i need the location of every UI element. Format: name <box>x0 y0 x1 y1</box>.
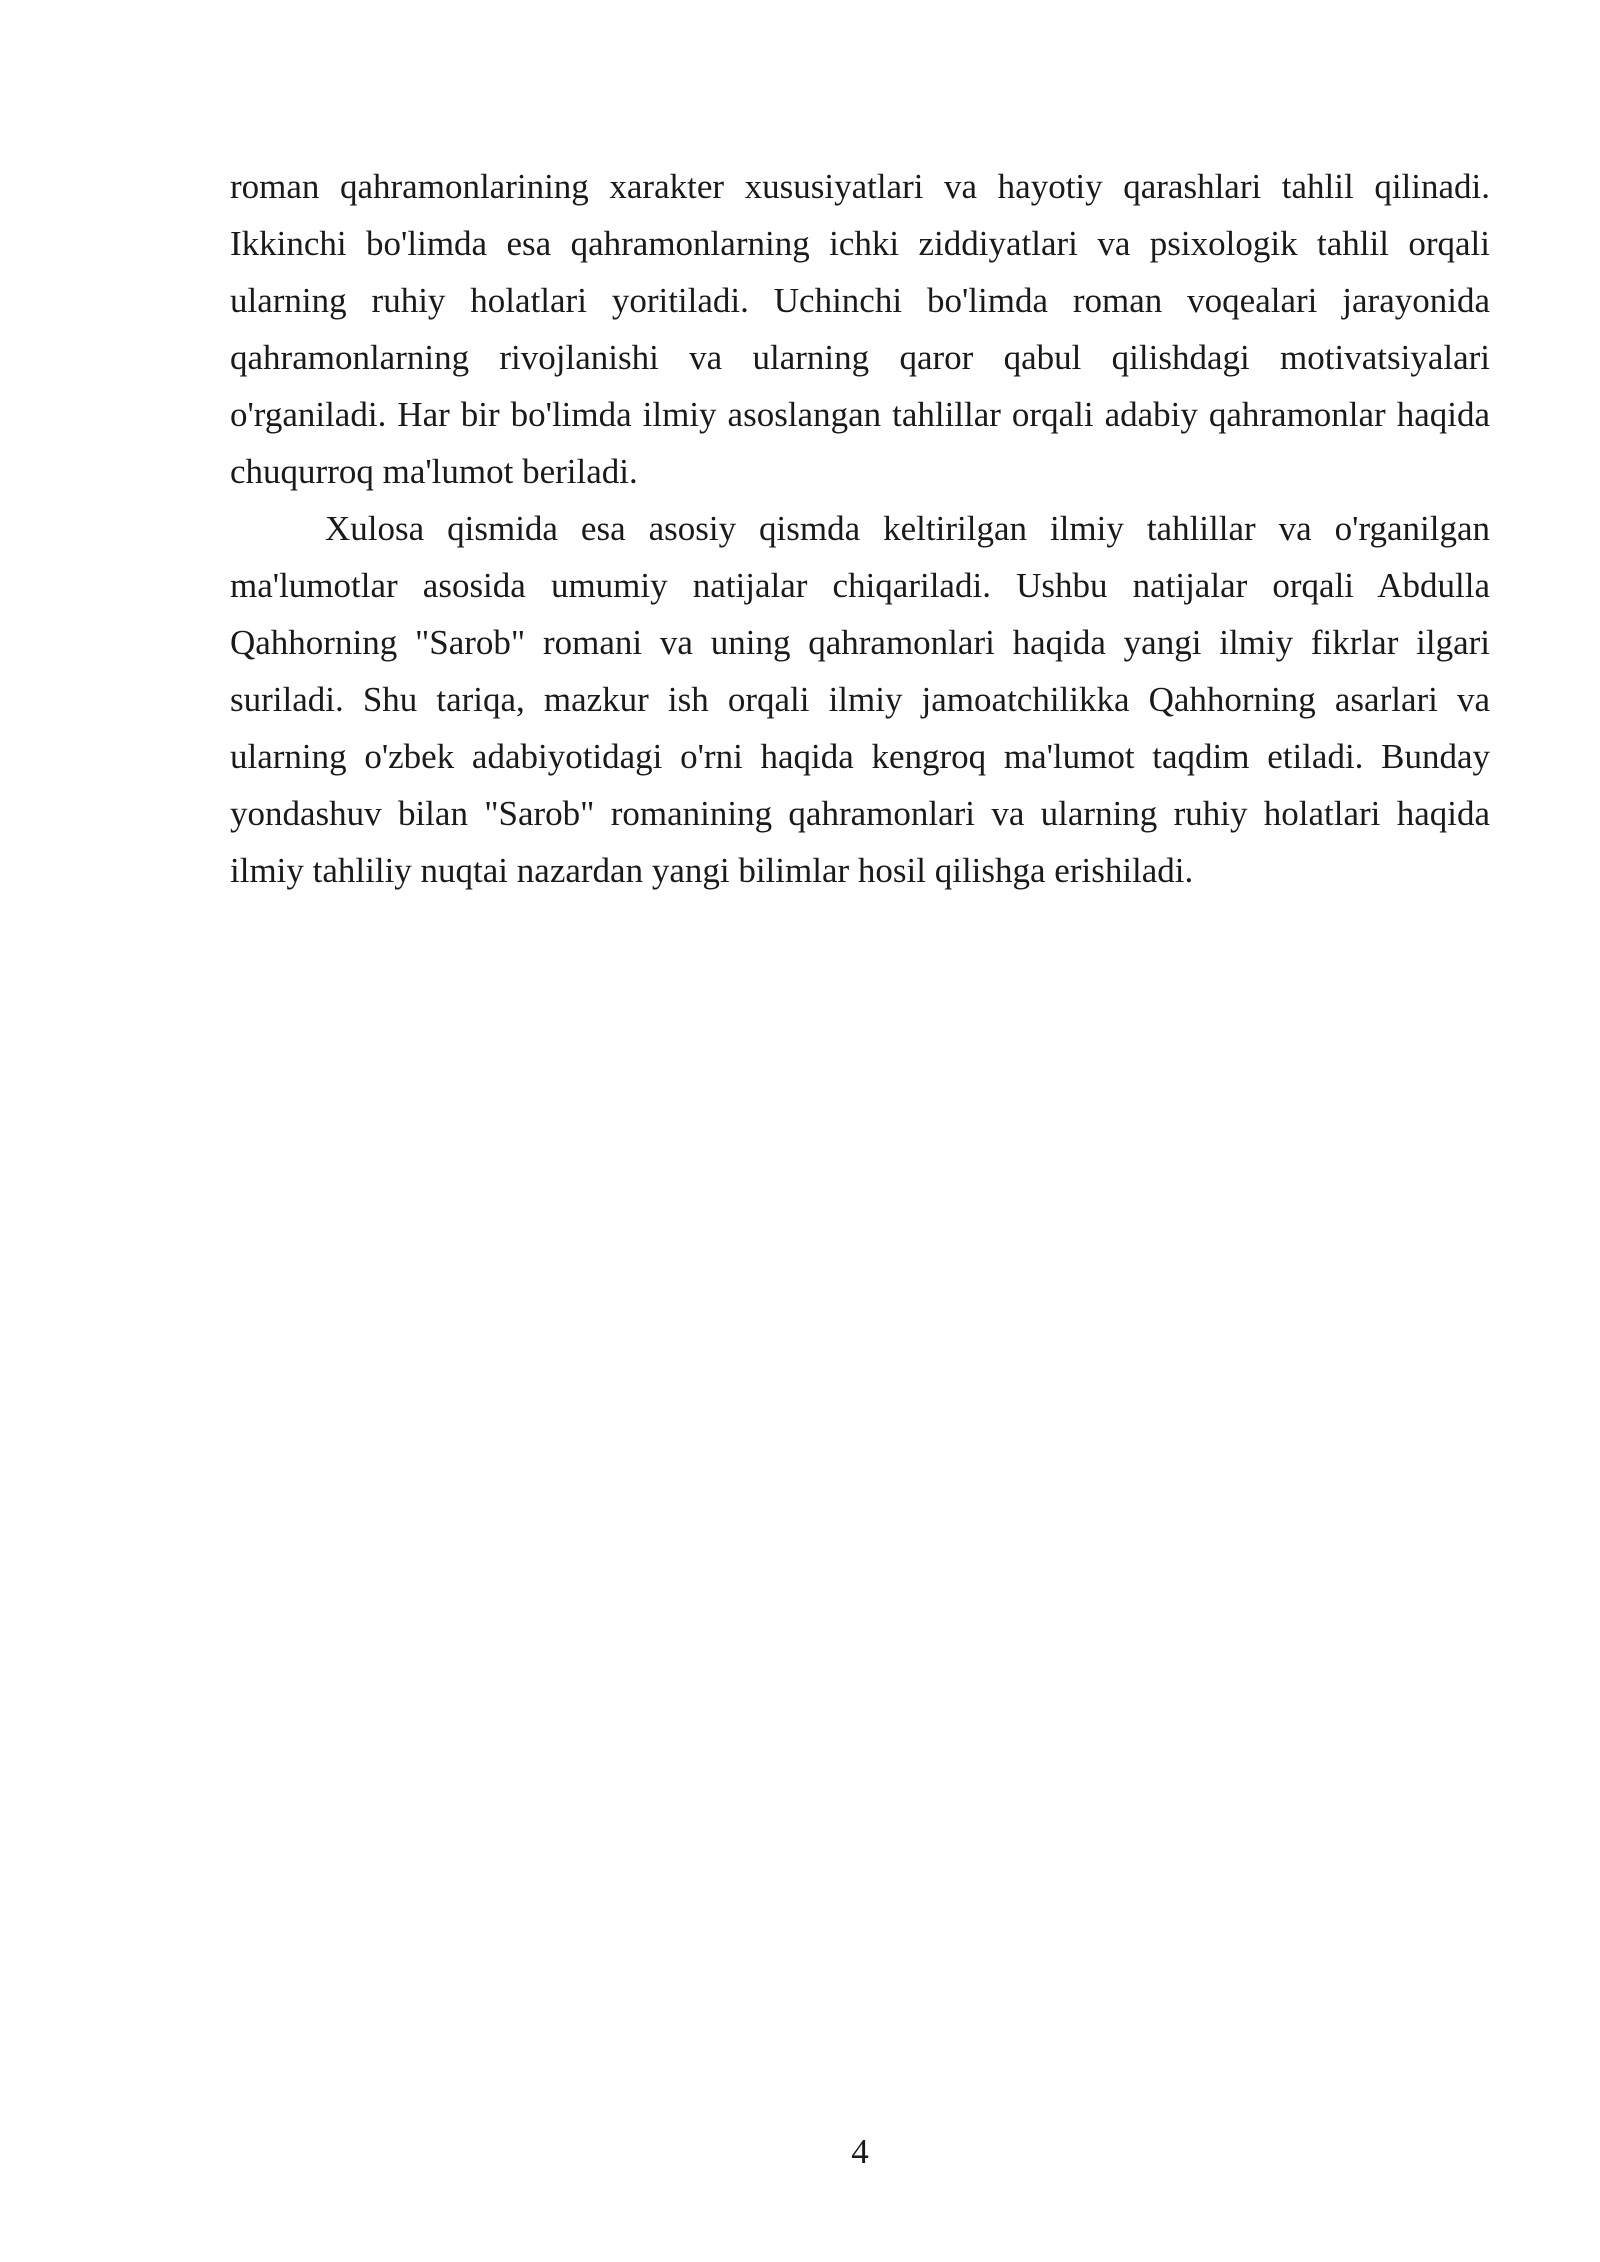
paragraph-conclusion: Xulosa qismida esa asosiy qismda keltirilgan ilmiy tahlillar va o'rganilgan ma'lumotlar asosida umumiy natijalar chiqariladi. Ushbu natijalar orqali Abdulla Qahhorning "Sarob" romani va uning qahramonlari haqida yangi ilmiy fikrlar ilgari suriladi. Shu tariqa, mazkur ish orqali ilmiy jamoatchilikka Qahhorning asarlari va ularning o'zbek adabiyotidagi o'rni haqida kengroq ma'lumot taqdim etiladi. Bunday yondashuv bilan "Sarob" romanining qahramonlari va ularning ruhiy holatlari haqida ilmiy tahliliy nuqtai nazardan yangi bilimlar hosil qilishga erishiladi. <box>230 509 1490 890</box>
document-body <box>230 158 1490 899</box>
page-number: 4 <box>851 2132 869 2171</box>
paragraph-continuation: roman qahramonlarining xarakter xususiyatlari va hayotiy qarashlari tahlil qilinadi. Ikkinchi bo'limda esa qahramonlarning ichki ziddiyatlari va psixologik tahlil orqali ularning ruhiy holatlari yoritiladi. Uchinchi bo'limda roman voqealari jarayonida qahramonlarning rivojlanishi va ularning qaror qabul qilishdagi motivatsiyalari o'rganiladi. Har bir bo'limda ilmiy asoslangan tahlillar orqali adabiy qahramonlar haqida chuqurroq ma'lumot beriladi. <box>230 167 1490 491</box>
